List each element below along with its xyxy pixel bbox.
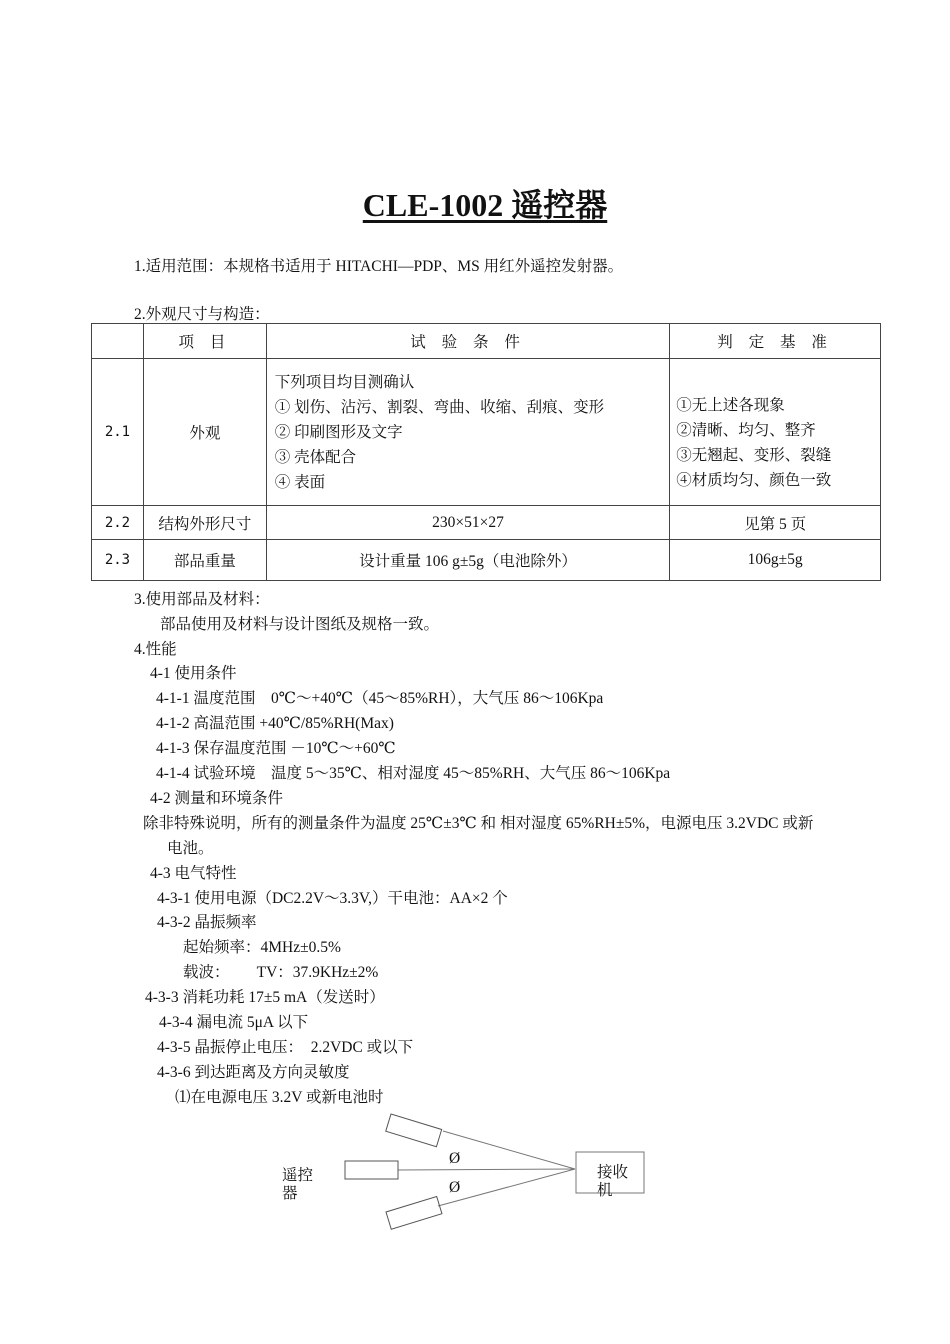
row-no: 2.1: [92, 359, 144, 506]
signal-line-center: [398, 1169, 575, 1170]
spec-line: 电池。: [167, 840, 214, 857]
signal-line-top: [443, 1131, 575, 1169]
section-2-heading: 2.外观尺寸与构造：: [134, 306, 270, 323]
row-no: 2.3: [92, 540, 144, 581]
criteria-line: ①无上述各现象: [676, 397, 785, 414]
angle-label-bottom: Ø: [449, 1179, 461, 1196]
row-criteria: 106g±5g: [670, 540, 881, 581]
row-item: 结构外形尺寸: [143, 506, 266, 540]
spec-line: ⑴在电源电压 3.2V 或新电池时: [175, 1089, 384, 1106]
criteria-line: ②清晰、均匀、整齐: [676, 422, 816, 439]
header-item: 项 目: [143, 324, 266, 359]
header-conditions: 试 验 条 件: [266, 324, 669, 359]
document-title: CLE-1002 遥控器: [362, 187, 608, 223]
spec-line: 4-1-1 温度范围 0℃～+40℃（45～85%RH），大气压 86～106Kpa: [156, 690, 604, 707]
spec-line: 4-1-4 试验环境 温度 5～35℃、相对湿度 45～85%RH、大气压 86～106Kpa: [156, 765, 671, 782]
section-4-heading: 4.性能: [134, 641, 177, 658]
spec-line: 4-3-1 使用电源（DC2.2V～3.3V,）干电池：AA×2 个: [157, 890, 508, 907]
condition-line: ② 印刷图形及文字: [274, 423, 403, 441]
spec-line: 4-1-2 高温范围 +40℃/85%RH(Max): [156, 715, 394, 732]
remote-box-bottom: [386, 1197, 442, 1230]
spec-line: 载波： TV：37.9KHz±2%: [183, 964, 379, 981]
row-conditions: 设计重量 106 g±5g（电池除外）: [266, 540, 669, 581]
row-conditions: 230×51×27: [266, 506, 669, 540]
spec-line: 4-3-2 晶振频率: [157, 914, 257, 931]
row-item: 部品重量: [143, 540, 266, 581]
condition-line: ④ 表面: [274, 473, 326, 491]
subsection-4-1: 4-1 使用条件: [150, 665, 237, 682]
section-3-heading: 3.使用部品及材料：: [134, 591, 270, 608]
spec-line: 4-3-4 漏电流 5μA 以下: [159, 1014, 309, 1031]
section-1-scope: 1.适用范围：本规格书适用于 HITACHI—PDP、MS 用红外遥控发射器。: [134, 258, 624, 275]
remote-box-top: [386, 1114, 442, 1147]
spec-line: 起始频率：4MHz±0.5%: [183, 939, 341, 956]
section-3-text: 部品使用及材料与设计图纸及规格一致。: [160, 616, 440, 633]
spec-line: 4-3-3 消耗功耗 17±5 mA（发送时）: [145, 989, 385, 1006]
spec-line: 4-3-6 到达距离及方向灵敏度: [157, 1064, 350, 1081]
spec-line: 除非特殊说明，所有的测量条件为温度 25℃±3℃ 和 相对湿度 65%RH±5%，电源电压 3.2VDC 或新: [143, 815, 814, 832]
remote-box-center: [345, 1161, 398, 1179]
row-item: 外观: [143, 359, 266, 506]
criteria-line: ④材质均匀、颜色一致: [676, 472, 832, 489]
row-no: 2.2: [92, 506, 144, 540]
spec-line: 4-3-5 晶振停止电压： 2.2VDC 或以下: [157, 1039, 414, 1056]
criteria-line: ③无翘起、变形、裂缝: [676, 447, 832, 464]
remote-label: 遥控器: [282, 1167, 314, 1202]
subsection-4-3: 4-3 电气特性: [150, 865, 237, 882]
condition-line: 下列项目均目测确认: [274, 373, 415, 391]
subsection-4-2: 4-2 测量和环境条件: [150, 790, 284, 807]
header-criteria: 判 定 基 准: [670, 324, 881, 359]
row-criteria: 见第 5 页: [670, 506, 881, 540]
angle-label-top: Ø: [449, 1150, 461, 1167]
receiver-label: 接收机: [597, 1164, 629, 1199]
condition-line: ③ 壳体配合: [274, 448, 357, 466]
condition-line: ① 划伤、沾污、割裂、弯曲、收缩、刮痕、变形: [274, 398, 605, 416]
spec-line: 4-1-3 保存温度范围 －10℃～+60℃: [156, 740, 396, 757]
